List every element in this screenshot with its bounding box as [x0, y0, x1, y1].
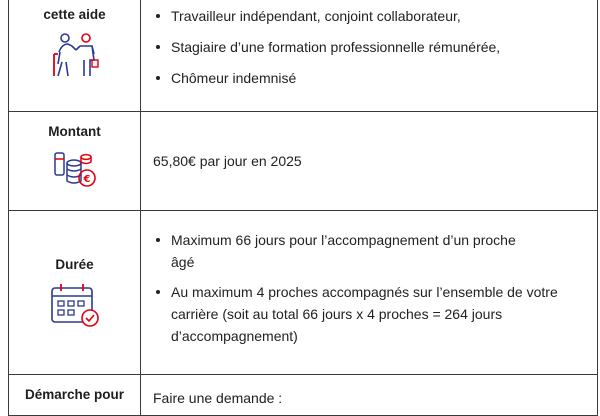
calendar-check-icon [49, 282, 101, 333]
list-item: Maximum 66 jours pour l’accompagnement d’un proche âgé [153, 229, 541, 273]
eligibility-list [153, 0, 597, 89]
people-helping-elder-icon [50, 32, 100, 83]
row-header-cell [8, 211, 141, 374]
row-content-cell [141, 375, 598, 415]
row-header-cell [8, 375, 141, 415]
row-label: Montant [48, 124, 101, 139]
list-item: Travailleur indépendant, conjoint collaborateur, [153, 5, 597, 27]
table-row-amount [8, 112, 598, 211]
row-content-cell [141, 0, 598, 111]
table-row-procedure [8, 375, 598, 416]
row-label: Démarche pour [24, 387, 125, 402]
amount-text: 65,80€ par jour en 2025 [153, 153, 302, 169]
row-label: cette aide [43, 7, 106, 22]
list-item: Chômeur indemnisé [153, 67, 597, 89]
procedure-text: Faire une demande : [153, 390, 283, 406]
table-row-eligibility [8, 0, 598, 112]
info-table [8, 0, 598, 416]
row-header-cell [8, 0, 141, 111]
row-content-cell [141, 112, 598, 210]
table-row-duration [8, 211, 598, 375]
list-item: Stagiaire d’une formation professionnelle rémunérée, [153, 36, 597, 58]
list-item: Au maximum 4 proches accompagnés sur l’ensemble de votre carrière (soit au total 66 jours x 4 proches = 264 jours d’accompagnement) [153, 281, 591, 347]
row-content-cell [141, 211, 598, 374]
duration-list [153, 211, 597, 347]
svg-text:€: € [83, 174, 90, 185]
row-header-cell [8, 112, 141, 210]
coins-euro-icon [52, 149, 98, 194]
row-label: Durée [55, 257, 94, 272]
